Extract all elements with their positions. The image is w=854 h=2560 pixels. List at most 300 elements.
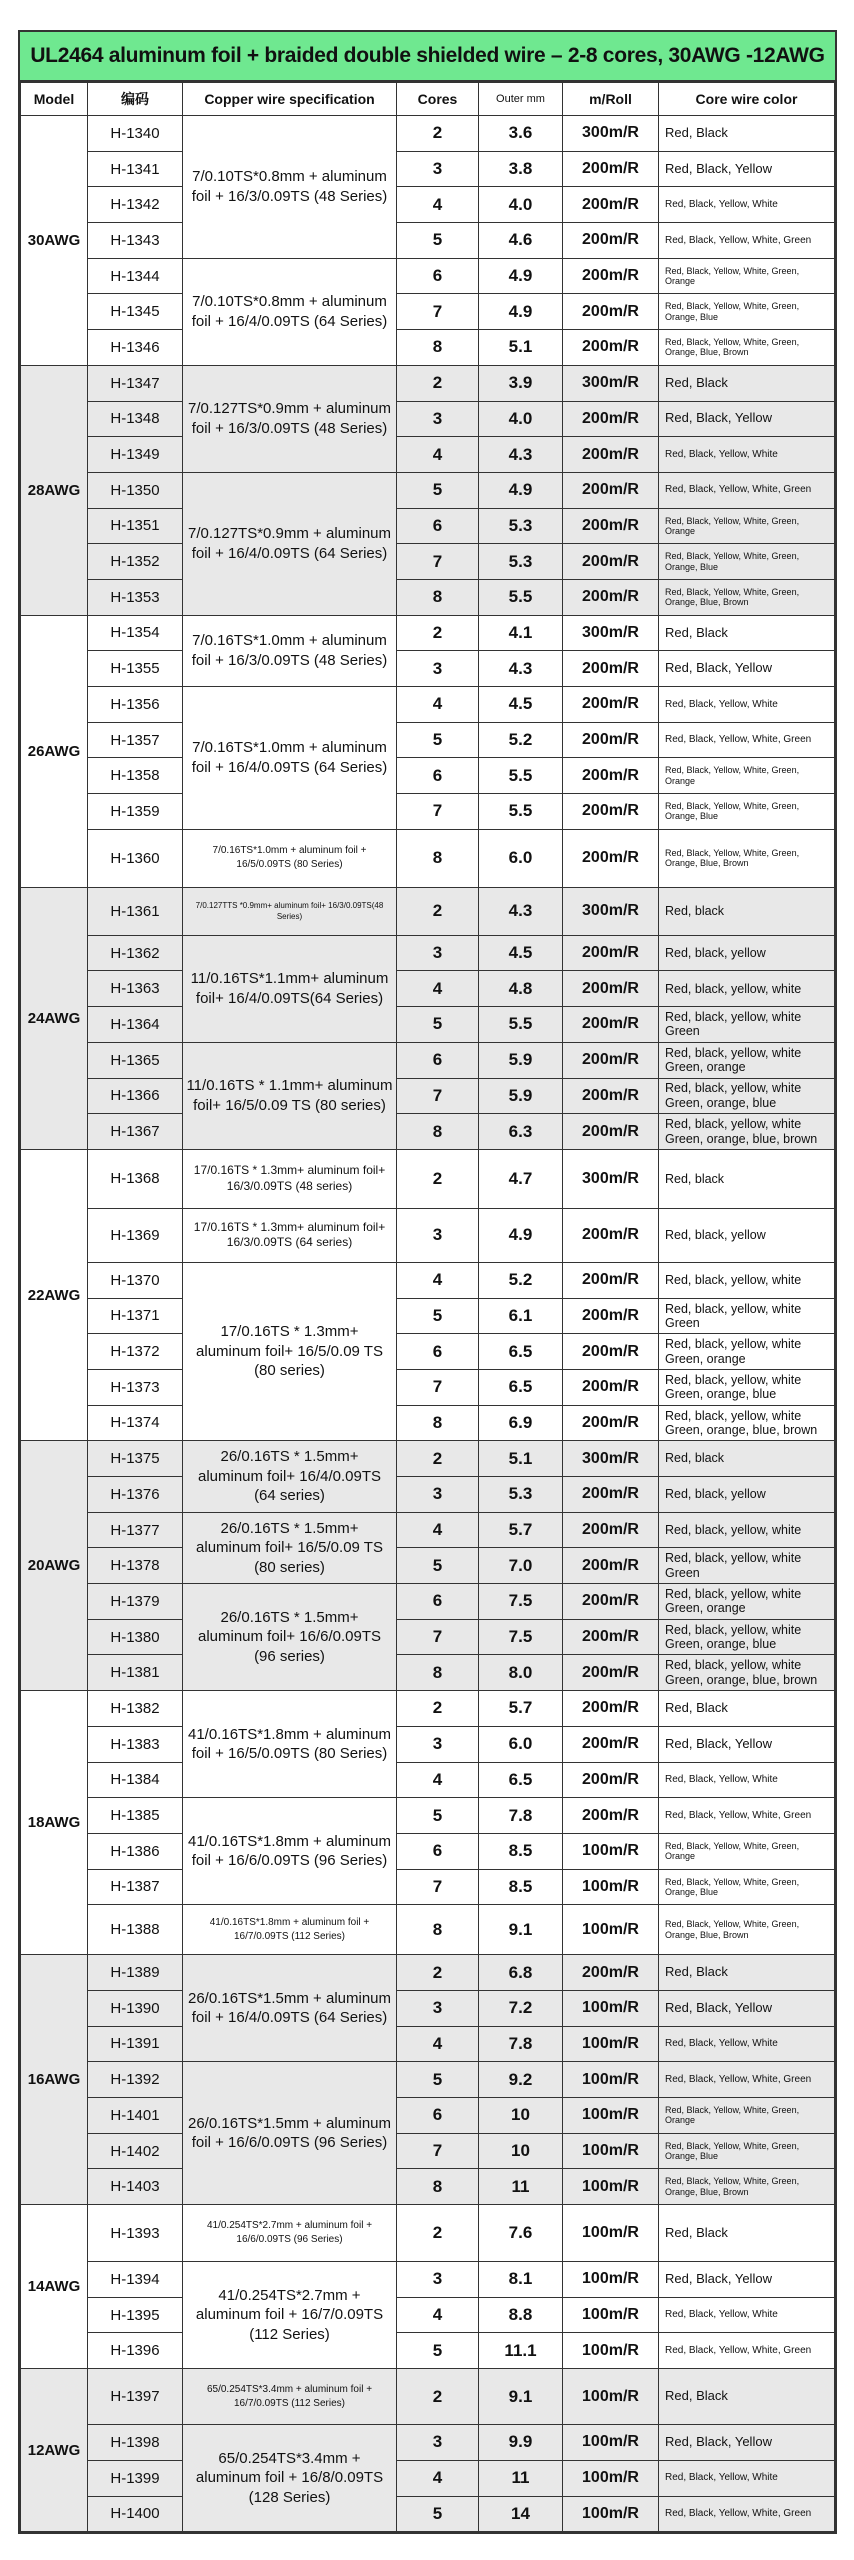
core-colors: Red, black, yellow, white Green, orange (659, 1334, 835, 1370)
cores-count: 3 (397, 1990, 479, 2026)
core-colors: Red, Black, Yellow (659, 1726, 835, 1762)
meters-per-roll: 100m/R (563, 2460, 659, 2496)
core-colors: Red, black, yellow, white Green (659, 1298, 835, 1334)
cores-count: 3 (397, 151, 479, 187)
outer-diameter: 5.3 (479, 1477, 563, 1513)
cores-count: 8 (397, 1114, 479, 1150)
cores-count: 7 (397, 1619, 479, 1655)
outer-diameter: 5.1 (479, 1441, 563, 1477)
header-row (21, 83, 835, 116)
table-row (21, 971, 835, 1007)
core-colors: Red, Black, Yellow (659, 401, 835, 437)
core-colors: Red, Black (659, 1955, 835, 1991)
model-code: H-1380 (88, 1619, 183, 1655)
cores-count: 4 (397, 2297, 479, 2333)
cores-count: 2 (397, 1441, 479, 1477)
table-row (21, 1208, 835, 1262)
meters-per-roll: 200m/R (563, 1298, 659, 1334)
core-colors: Red, black, yellow, white Green, orange (659, 1042, 835, 1078)
core-colors: Red, Black, Yellow, White, Green, Orange, Blue, Brown (659, 2169, 835, 2205)
meters-per-roll: 200m/R (563, 1334, 659, 1370)
meters-per-roll: 100m/R (563, 2369, 659, 2425)
meters-per-roll: 200m/R (563, 437, 659, 473)
model-code: H-1351 (88, 508, 183, 544)
model-code: H-1398 (88, 2425, 183, 2461)
outer-diameter: 6.9 (479, 1405, 563, 1441)
outer-diameter: 11 (479, 2169, 563, 2205)
awg-group-label: 18AWG (21, 1691, 88, 1955)
cores-count: 3 (397, 1477, 479, 1513)
outer-diameter: 5.9 (479, 1078, 563, 1114)
meters-per-roll: 300m/R (563, 365, 659, 401)
table-row (21, 1369, 835, 1405)
model-code: H-1383 (88, 1726, 183, 1762)
meters-per-roll: 100m/R (563, 2098, 659, 2134)
core-colors: Red, Black, Yellow, White (659, 1762, 835, 1798)
cores-count: 3 (397, 1208, 479, 1262)
meters-per-roll: 200m/R (563, 935, 659, 971)
model-code: H-1343 (88, 223, 183, 259)
model-code: H-1387 (88, 1869, 183, 1905)
meters-per-roll: 100m/R (563, 2333, 659, 2369)
model-code: H-1373 (88, 1369, 183, 1405)
model-code: H-1372 (88, 1334, 183, 1370)
copper-spec: 26/0.16TS * 1.5mm+ aluminum foil+ 16/5/0.09 TS (80 series) (183, 1512, 397, 1583)
table-row (21, 1990, 835, 2026)
meters-per-roll: 200m/R (563, 1619, 659, 1655)
cores-count: 6 (397, 258, 479, 294)
table-row (21, 2098, 835, 2134)
model-code: H-1374 (88, 1405, 183, 1441)
model-code: H-1340 (88, 116, 183, 152)
core-colors: Red, Black, Yellow, White, Green (659, 2333, 835, 2369)
cores-count: 6 (397, 1042, 479, 1078)
model-code: H-1352 (88, 544, 183, 580)
model-code: H-1363 (88, 971, 183, 1007)
cores-count: 4 (397, 187, 479, 223)
meters-per-roll: 200m/R (563, 1655, 659, 1691)
meters-per-roll: 200m/R (563, 1548, 659, 1584)
outer-diameter: 6.5 (479, 1334, 563, 1370)
meters-per-roll: 200m/R (563, 1477, 659, 1513)
table-row (21, 151, 835, 187)
model-code: H-1399 (88, 2460, 183, 2496)
outer-diameter: 5.3 (479, 508, 563, 544)
model-code: H-1382 (88, 1691, 183, 1727)
copper-spec: 7/0.10TS*0.8mm + aluminum foil + 16/4/0.09TS (64 Series) (183, 258, 397, 365)
meters-per-roll: 100m/R (563, 2133, 659, 2169)
cores-count: 2 (397, 365, 479, 401)
table-row (21, 2496, 835, 2532)
cores-count: 3 (397, 1726, 479, 1762)
model-code: H-1342 (88, 187, 183, 223)
outer-diameter: 7.5 (479, 1584, 563, 1620)
model-code: H-1364 (88, 1007, 183, 1043)
outer-diameter: 5.5 (479, 794, 563, 830)
outer-diameter: 4.0 (479, 187, 563, 223)
cores-count: 5 (397, 223, 479, 259)
core-colors: Red, black, yellow, white Green (659, 1548, 835, 1584)
core-colors: Red, Black, Yellow, White, Green, Orange, Blue, Brown (659, 829, 835, 887)
cores-count: 8 (397, 1655, 479, 1691)
cores-count: 4 (397, 2026, 479, 2062)
cores-count: 7 (397, 294, 479, 330)
core-colors: Red, Black, Yellow, White, Green, Orange, Blue, Brown (659, 579, 835, 615)
meters-per-roll: 200m/R (563, 579, 659, 615)
cores-count: 6 (397, 1833, 479, 1869)
model-code: H-1355 (88, 651, 183, 687)
cores-count: 7 (397, 2133, 479, 2169)
table-row (21, 1955, 835, 1991)
spec-sheet (18, 30, 837, 2534)
model-code: H-1361 (88, 887, 183, 935)
meters-per-roll: 300m/R (563, 1441, 659, 1477)
core-colors: Red, black, yellow, white Green, orange, blue, brown (659, 1405, 835, 1441)
cores-count: 5 (397, 2333, 479, 2369)
model-code: H-1365 (88, 1042, 183, 1078)
core-colors: Red, black, yellow, white Green, orange, blue, brown (659, 1114, 835, 1150)
copper-spec: 41/0.16TS*1.8mm + aluminum foil + 16/6/0.09TS (96 Series) (183, 1798, 397, 1905)
table-row (21, 223, 835, 259)
copper-spec: 7/0.16TS*1.0mm + aluminum foil + 16/5/0.09TS (80 Series) (183, 829, 397, 887)
outer-diameter: 5.5 (479, 579, 563, 615)
copper-spec: 26/0.16TS*1.5mm + aluminum foil + 16/6/0.09TS (96 Series) (183, 2062, 397, 2205)
meters-per-roll: 200m/R (563, 401, 659, 437)
awg-group-label: 14AWG (21, 2205, 88, 2369)
table-row (21, 2133, 835, 2169)
header-cores: Cores (397, 83, 479, 116)
outer-diameter: 9.2 (479, 2062, 563, 2098)
core-colors: Red, Black (659, 1691, 835, 1727)
model-code: H-1389 (88, 1955, 183, 1991)
cores-count: 4 (397, 1762, 479, 1798)
model-code: H-1354 (88, 615, 183, 651)
table-row (21, 722, 835, 758)
cores-count: 4 (397, 971, 479, 1007)
meters-per-roll: 200m/R (563, 472, 659, 508)
core-colors: Red, black (659, 1441, 835, 1477)
table-row (21, 2369, 835, 2425)
meters-per-roll: 100m/R (563, 1833, 659, 1869)
cores-count: 5 (397, 1298, 479, 1334)
table-row (21, 1477, 835, 1513)
core-colors: Red, Black, Yellow, White, Green (659, 223, 835, 259)
outer-diameter: 7.2 (479, 1990, 563, 2026)
model-code: H-1360 (88, 829, 183, 887)
core-colors: Red, Black, Yellow, White (659, 687, 835, 723)
core-colors: Red, Black, Yellow, White, Green (659, 1798, 835, 1834)
table-row (21, 1149, 835, 1208)
cores-count: 2 (397, 2205, 479, 2262)
outer-diameter: 7.8 (479, 2026, 563, 2062)
outer-diameter: 5.5 (479, 758, 563, 794)
core-colors: Red, black, yellow, white Green, orange (659, 1584, 835, 1620)
cores-count: 7 (397, 1869, 479, 1905)
table-row (21, 1298, 835, 1334)
awg-group-label: 20AWG (21, 1441, 88, 1691)
outer-diameter: 5.2 (479, 1262, 563, 1298)
table-row (21, 2026, 835, 2062)
core-colors: Red, Black, Yellow (659, 1990, 835, 2026)
copper-spec: 65/0.254TS*3.4mm + aluminum foil + 16/7/0.09TS (112 Series) (183, 2369, 397, 2425)
cores-count: 2 (397, 1691, 479, 1727)
table-row (21, 365, 835, 401)
header-code: 编码 (88, 83, 183, 116)
table-row (21, 2169, 835, 2205)
outer-diameter: 8.5 (479, 1833, 563, 1869)
outer-diameter: 7.5 (479, 1619, 563, 1655)
model-code: H-1388 (88, 1905, 183, 1955)
core-colors: Red, Black, Yellow, White (659, 187, 835, 223)
model-code: H-1347 (88, 365, 183, 401)
cores-count: 4 (397, 1262, 479, 1298)
core-colors: Red, black, yellow, white (659, 971, 835, 1007)
model-code: H-1385 (88, 1798, 183, 1834)
core-colors: Red, Black (659, 2369, 835, 2425)
outer-diameter: 7.8 (479, 1798, 563, 1834)
model-code: H-1377 (88, 1512, 183, 1548)
table-row (21, 437, 835, 473)
core-colors: Red, Black, Yellow, White, Green (659, 2062, 835, 2098)
copper-spec: 7/0.16TS*1.0mm + aluminum foil + 16/4/0.09TS (64 Series) (183, 687, 397, 830)
copper-spec: 41/0.254TS*2.7mm + aluminum foil + 16/6/0.09TS (96 Series) (183, 2205, 397, 2262)
table-row (21, 1584, 835, 1620)
cores-count: 3 (397, 2262, 479, 2298)
meters-per-roll: 100m/R (563, 2169, 659, 2205)
header-model: Model (21, 83, 88, 116)
table-row (21, 2425, 835, 2461)
model-code: H-1358 (88, 758, 183, 794)
model-code: H-1379 (88, 1584, 183, 1620)
model-code: H-1344 (88, 258, 183, 294)
cores-count: 8 (397, 330, 479, 366)
table-row (21, 472, 835, 508)
cores-count: 7 (397, 1078, 479, 1114)
core-colors: Red, black, yellow, white Green (659, 1007, 835, 1043)
table-row (21, 829, 835, 887)
copper-spec: 17/0.16TS * 1.3mm+ aluminum foil+ 16/5/0.09 TS (80 series) (183, 1262, 397, 1440)
table-row (21, 615, 835, 651)
meters-per-roll: 200m/R (563, 1078, 659, 1114)
meters-per-roll: 100m/R (563, 2262, 659, 2298)
cores-count: 8 (397, 2169, 479, 2205)
copper-spec: 41/0.16TS*1.8mm + aluminum foil + 16/5/0.09TS (80 Series) (183, 1691, 397, 1798)
outer-diameter: 4.9 (479, 472, 563, 508)
table-row (21, 294, 835, 330)
table-row (21, 2205, 835, 2262)
core-colors: Red, Black, Yellow, White, Green, Orange (659, 508, 835, 544)
table-row (21, 1619, 835, 1655)
table-row (21, 544, 835, 580)
meters-per-roll: 200m/R (563, 1512, 659, 1548)
outer-diameter: 4.7 (479, 1149, 563, 1208)
cores-count: 5 (397, 722, 479, 758)
core-colors: Red, black (659, 887, 835, 935)
copper-spec: 41/0.254TS*2.7mm + aluminum foil + 16/7/0.09TS (112 Series) (183, 2262, 397, 2369)
table-row (21, 651, 835, 687)
outer-diameter: 4.3 (479, 437, 563, 473)
table-row (21, 1512, 835, 1548)
cores-count: 8 (397, 1405, 479, 1441)
model-code: H-1350 (88, 472, 183, 508)
table-row (21, 508, 835, 544)
outer-diameter: 4.5 (479, 935, 563, 971)
outer-diameter: 6.8 (479, 1955, 563, 1991)
model-code: H-1401 (88, 2098, 183, 2134)
outer-diameter: 3.8 (479, 151, 563, 187)
table-row (21, 1798, 835, 1834)
core-colors: Red, Black (659, 365, 835, 401)
core-colors: Red, Black, Yellow, White, Green, Orange (659, 1833, 835, 1869)
awg-group-label: 16AWG (21, 1955, 88, 2205)
outer-diameter: 8.8 (479, 2297, 563, 2333)
meters-per-roll: 200m/R (563, 1955, 659, 1991)
table-row (21, 1726, 835, 1762)
core-colors: Red, black, yellow, white Green, orange, blue (659, 1369, 835, 1405)
meters-per-roll: 200m/R (563, 544, 659, 580)
meters-per-roll: 200m/R (563, 1798, 659, 1834)
core-colors: Red, Black (659, 116, 835, 152)
core-colors: Red, Black, Yellow, White (659, 2297, 835, 2333)
outer-diameter: 4.8 (479, 971, 563, 1007)
meters-per-roll: 100m/R (563, 1905, 659, 1955)
outer-diameter: 8.1 (479, 2262, 563, 2298)
outer-diameter: 4.9 (479, 258, 563, 294)
core-colors: Red, Black, Yellow, White, Green, Orange, Blue, Brown (659, 1905, 835, 1955)
outer-diameter: 5.9 (479, 1042, 563, 1078)
meters-per-roll: 200m/R (563, 1726, 659, 1762)
outer-diameter: 5.7 (479, 1691, 563, 1727)
meters-per-roll: 200m/R (563, 508, 659, 544)
cores-count: 4 (397, 2460, 479, 2496)
table-row (21, 401, 835, 437)
table-row (21, 1007, 835, 1043)
meters-per-roll: 100m/R (563, 2297, 659, 2333)
meters-per-roll: 200m/R (563, 187, 659, 223)
copper-spec: 26/0.16TS*1.5mm + aluminum foil + 16/4/0.09TS (64 Series) (183, 1955, 397, 2062)
model-code: H-1397 (88, 2369, 183, 2425)
outer-diameter: 5.1 (479, 330, 563, 366)
table-row (21, 258, 835, 294)
cores-count: 3 (397, 651, 479, 687)
meters-per-roll: 100m/R (563, 2205, 659, 2262)
cores-count: 3 (397, 935, 479, 971)
awg-group-label: 12AWG (21, 2369, 88, 2532)
table-row (21, 1833, 835, 1869)
awg-group-label: 26AWG (21, 615, 88, 887)
outer-diameter: 6.5 (479, 1369, 563, 1405)
meters-per-roll: 200m/R (563, 1114, 659, 1150)
cores-count: 5 (397, 1007, 479, 1043)
table-row (21, 887, 835, 935)
core-colors: Red, Black, Yellow, White, Green (659, 472, 835, 508)
meters-per-roll: 200m/R (563, 1405, 659, 1441)
outer-diameter: 8.5 (479, 1869, 563, 1905)
table-row (21, 1441, 835, 1477)
outer-diameter: 4.9 (479, 1208, 563, 1262)
model-code: H-1345 (88, 294, 183, 330)
copper-spec: 26/0.16TS * 1.5mm+ aluminum foil+ 16/4/0.09TS (64 series) (183, 1441, 397, 1512)
meters-per-roll: 200m/R (563, 1007, 659, 1043)
core-colors: Red, Black, Yellow, White, Green (659, 722, 835, 758)
cores-count: 4 (397, 1512, 479, 1548)
meters-per-roll: 100m/R (563, 1990, 659, 2026)
table-row (21, 1762, 835, 1798)
outer-diameter: 4.0 (479, 401, 563, 437)
copper-spec: 7/0.127TS*0.9mm + aluminum foil + 16/3/0.09TS (48 Series) (183, 365, 397, 472)
model-code: H-1369 (88, 1208, 183, 1262)
table-row (21, 116, 835, 152)
cores-count: 6 (397, 1334, 479, 1370)
core-colors: Red, black, yellow, white Green, orange, blue, brown (659, 1655, 835, 1691)
outer-diameter: 7.6 (479, 2205, 563, 2262)
meters-per-roll: 200m/R (563, 651, 659, 687)
cores-count: 3 (397, 401, 479, 437)
meters-per-roll: 200m/R (563, 722, 659, 758)
model-code: H-1359 (88, 794, 183, 830)
meters-per-roll: 200m/R (563, 258, 659, 294)
meters-per-roll: 200m/R (563, 330, 659, 366)
meters-per-roll: 200m/R (563, 1691, 659, 1727)
cores-count: 5 (397, 472, 479, 508)
meters-per-roll: 100m/R (563, 1869, 659, 1905)
core-colors: Red, black, yellow, white (659, 1512, 835, 1548)
cores-count: 7 (397, 794, 479, 830)
cores-count: 6 (397, 758, 479, 794)
cores-count: 5 (397, 2496, 479, 2532)
meters-per-roll: 200m/R (563, 758, 659, 794)
core-colors: Red, Black, Yellow, White, Green, Orange, Blue (659, 794, 835, 830)
outer-diameter: 5.2 (479, 722, 563, 758)
model-code: H-1375 (88, 1441, 183, 1477)
model-code: H-1392 (88, 2062, 183, 2098)
outer-diameter: 4.1 (479, 615, 563, 651)
model-code: H-1386 (88, 1833, 183, 1869)
core-colors: Red, black, yellow, white Green, orange, blue (659, 1619, 835, 1655)
cores-count: 5 (397, 1798, 479, 1834)
spec-table (20, 82, 835, 2532)
cores-count: 5 (397, 1548, 479, 1584)
table-row (21, 1078, 835, 1114)
meters-per-roll: 200m/R (563, 1584, 659, 1620)
outer-diameter: 9.1 (479, 1905, 563, 1955)
outer-diameter: 7.0 (479, 1548, 563, 1584)
copper-spec: 7/0.127TS*0.9mm + aluminum foil + 16/4/0.09TS (64 Series) (183, 472, 397, 615)
model-code: H-1349 (88, 437, 183, 473)
copper-spec: 17/0.16TS * 1.3mm+ aluminum foil+ 16/3/0.09TS (64 series) (183, 1208, 397, 1262)
model-code: H-1346 (88, 330, 183, 366)
header-outer: Outer mm (479, 83, 563, 116)
meters-per-roll: 300m/R (563, 887, 659, 935)
model-code: H-1381 (88, 1655, 183, 1691)
cores-count: 3 (397, 2425, 479, 2461)
copper-spec: 26/0.16TS * 1.5mm+ aluminum foil+ 16/6/0.09TS (96 series) (183, 1584, 397, 1691)
table-row (21, 1405, 835, 1441)
model-code: H-1396 (88, 2333, 183, 2369)
meters-per-roll: 300m/R (563, 615, 659, 651)
model-code: H-1362 (88, 935, 183, 971)
core-colors: Red, Black, Yellow, White, Green, Orange, Blue, Brown (659, 330, 835, 366)
table-row (21, 1042, 835, 1078)
meters-per-roll: 200m/R (563, 151, 659, 187)
meters-per-roll: 300m/R (563, 116, 659, 152)
table-row (21, 579, 835, 615)
core-colors: Red, black, yellow (659, 935, 835, 971)
outer-diameter: 6.0 (479, 1726, 563, 1762)
table-row (21, 1262, 835, 1298)
sheet-title: UL2464 aluminum foil + braided double shielded wire – 2-8 cores, 30AWG -12AWG (20, 32, 835, 82)
meters-per-roll: 200m/R (563, 687, 659, 723)
